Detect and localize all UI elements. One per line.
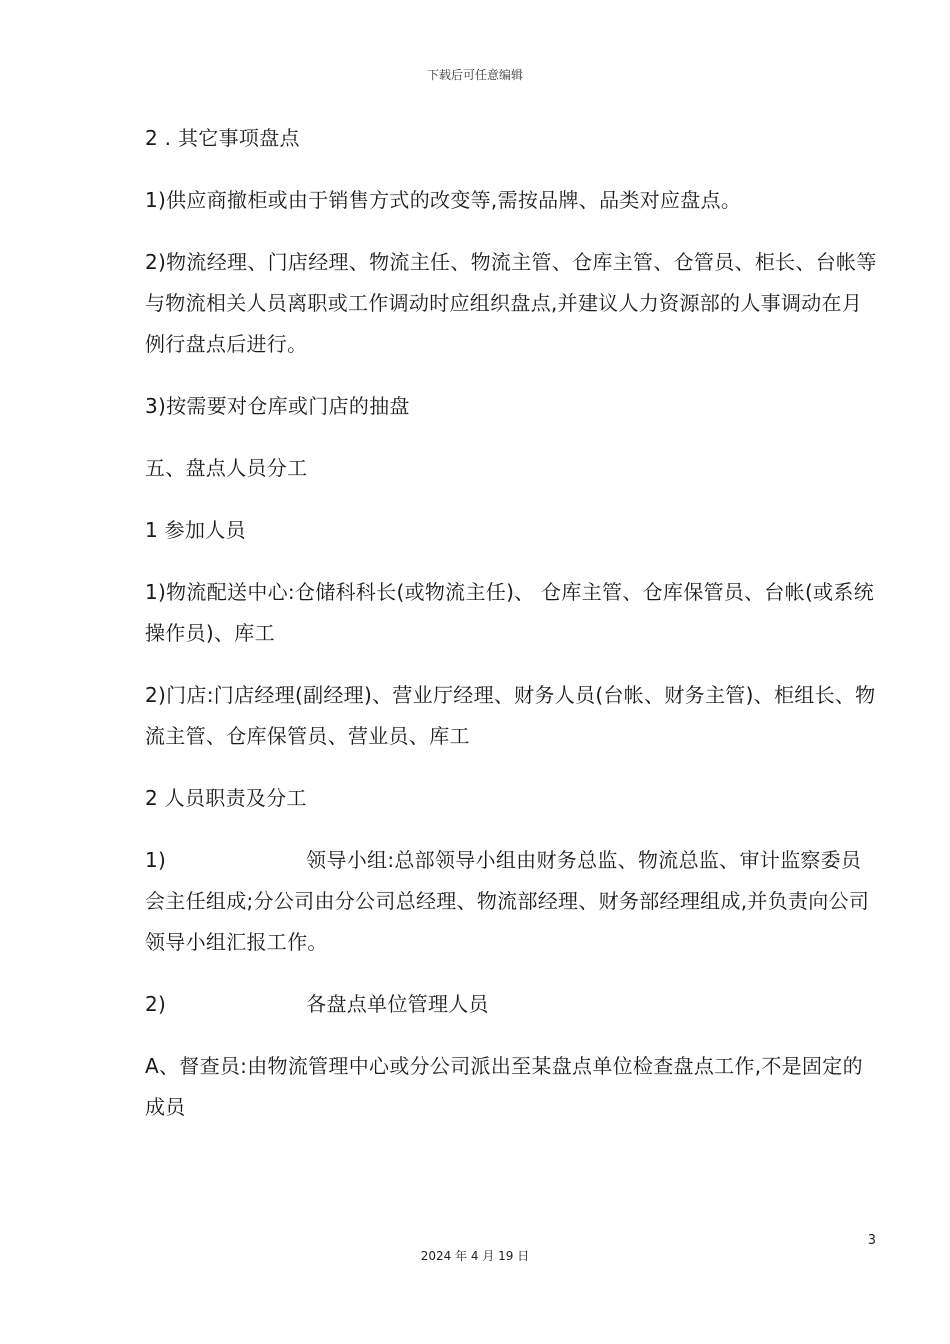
- subsection-heading: 1 参加人员: [145, 518, 246, 542]
- paragraph: 2)门店:门店经理(副经理)、营业厅经理、财务人员(台帐、财务主管)、柜组长、物流主管、仓库保管员、营业员、库工: [145, 683, 876, 748]
- paragraph-text: 各盘点单位管理人员: [306, 992, 489, 1016]
- subsection-heading: 2 人员职责及分工: [145, 786, 307, 810]
- document-body: [145, 118, 880, 1149]
- paragraph: 2 . 其它事项盘点: [145, 126, 300, 150]
- page-footer-date: 2024 年 4 月 19 日: [420, 1249, 530, 1263]
- paragraph: A、督查员:由物流管理中心或分公司派出至某盘点单位检查盘点工作,不是固定的成员: [145, 1054, 863, 1119]
- numbered-paragraph: [145, 840, 880, 963]
- page-header: 下载后可任意编辑: [426, 68, 523, 82]
- section-heading: 五、盘点人员分工: [145, 456, 308, 480]
- paragraph-text: 领导小组:总部领导小组由财务总监、物流总监、审计监察委员会主任组成;分公司由分公司总经理、物流部经理、财务部经理组成,并负责向公司领导小组汇报工作。: [145, 848, 870, 954]
- page-number: 3: [867, 1233, 876, 1248]
- list-number: 2): [145, 992, 167, 1016]
- paragraph: 1)物流配送中心:仓储科科长(或物流主任)、 仓库主管、仓库保管员、台帐(或系统操作员)、库工: [145, 580, 875, 645]
- paragraph: 2)物流经理、门店经理、物流主任、物流主管、仓库主管、仓管员、柜长、台帐等与物流相关人员离职或工作调动时应组织盘点,并建议人力资源部的人事调动在月例行盘点后进行。: [145, 250, 877, 356]
- paragraph: 3)按需要对仓库或门店的抽盘: [145, 394, 410, 418]
- list-number: 1): [145, 848, 167, 872]
- numbered-paragraph: [145, 984, 880, 1025]
- paragraph: 1)供应商撤柜或由于销售方式的改变等,需按品牌、品类对应盘点。: [145, 188, 742, 212]
